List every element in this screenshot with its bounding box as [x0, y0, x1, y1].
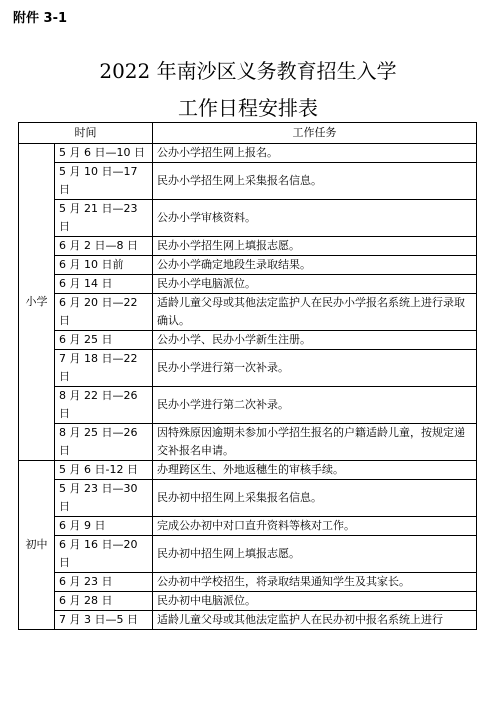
row-task: 民办小学招生网上采集报名信息。 — [153, 163, 477, 200]
row-date: 5 月 10 日—17 日 — [55, 163, 153, 200]
table-row — [19, 256, 477, 275]
row-task: 办理跨区生、外地返穗生的审核手续。 — [153, 461, 477, 480]
row-task: 适龄儿童父母或其他法定监护人在民办初中报名系统上进行 — [153, 611, 477, 630]
table-row — [19, 350, 477, 387]
table-row — [19, 592, 477, 611]
row-task: 民办初中电脑派位。 — [153, 592, 477, 611]
table-row — [19, 163, 477, 200]
row-task: 公办小学审核资料。 — [153, 200, 477, 237]
document-subtitle: 工作日程安排表 — [178, 96, 318, 120]
row-task: 民办小学进行第二次补录。 — [153, 387, 477, 424]
row-task: 公办小学、民办小学新生注册。 — [153, 331, 477, 350]
row-date: 5 月 21 日—23 日 — [55, 200, 153, 237]
row-task: 民办初中招生网上采集报名信息。 — [153, 480, 477, 517]
row-date: 5 月 23 日—30 日 — [55, 480, 153, 517]
table-row — [19, 480, 477, 517]
schedule-table — [18, 122, 477, 630]
row-task: 民办小学电脑派位。 — [153, 275, 477, 294]
table-row — [19, 517, 477, 536]
row-task: 民办小学进行第一次补录。 — [153, 350, 477, 387]
row-task: 公办小学确定地段生录取结果。 — [153, 256, 477, 275]
row-task: 民办初中招生网上填报志愿。 — [153, 536, 477, 573]
row-date: 6 月 25 日 — [55, 331, 153, 350]
table-row — [19, 573, 477, 592]
stage-primary: 小学 — [19, 144, 55, 461]
table-row — [19, 237, 477, 256]
row-task: 适龄儿童父母或其他法定监护人在民办小学报名系统上进行录取确认。 — [153, 294, 477, 331]
table-row — [19, 294, 477, 331]
row-date: 6 月 2 日—8 日 — [55, 237, 153, 256]
row-date: 6 月 20 日—22 日 — [55, 294, 153, 331]
row-task: 民办小学招生网上填报志愿。 — [153, 237, 477, 256]
table-row — [19, 461, 477, 480]
table-row — [19, 424, 477, 461]
row-date: 5 月 6 日—10 日 — [55, 144, 153, 163]
row-task: 公办小学招生网上报名。 — [153, 144, 477, 163]
attachment-label: 附件 3-1 — [13, 11, 68, 26]
table-header-row — [19, 123, 477, 144]
row-date: 8 月 22 日—26 日 — [55, 387, 153, 424]
table-row — [19, 536, 477, 573]
row-task: 完成公办初中对口直升资料等核对工作。 — [153, 517, 477, 536]
row-task: 公办初中学校招生，将录取结果通知学生及其家长。 — [153, 573, 477, 592]
document-title: 2022 年南沙区义务教育招生入学 — [99, 59, 397, 83]
row-date: 8 月 25 日—26 日 — [55, 424, 153, 461]
row-date: 6 月 10 日前 — [55, 256, 153, 275]
table-row — [19, 611, 477, 630]
table-row — [19, 331, 477, 350]
row-date: 5 月 6 日-12 日 — [55, 461, 153, 480]
row-date: 7 月 3 日—5 日 — [55, 611, 153, 630]
row-date: 7 月 18 日—22 日 — [55, 350, 153, 387]
table-row — [19, 387, 477, 424]
header-time: 时间 — [19, 123, 153, 144]
row-task: 因特殊原因逾期未参加小学招生报名的户籍适龄儿童，按规定递交补报名申请。 — [153, 424, 477, 461]
table-row — [19, 200, 477, 237]
header-task: 工作任务 — [153, 123, 477, 144]
row-date: 6 月 23 日 — [55, 573, 153, 592]
row-date: 6 月 28 日 — [55, 592, 153, 611]
table-row — [19, 144, 477, 163]
table-row — [19, 275, 477, 294]
row-date: 6 月 9 日 — [55, 517, 153, 536]
row-date: 6 月 16 日—20 日 — [55, 536, 153, 573]
stage-middle: 初中 — [19, 461, 55, 630]
row-date: 6 月 14 日 — [55, 275, 153, 294]
